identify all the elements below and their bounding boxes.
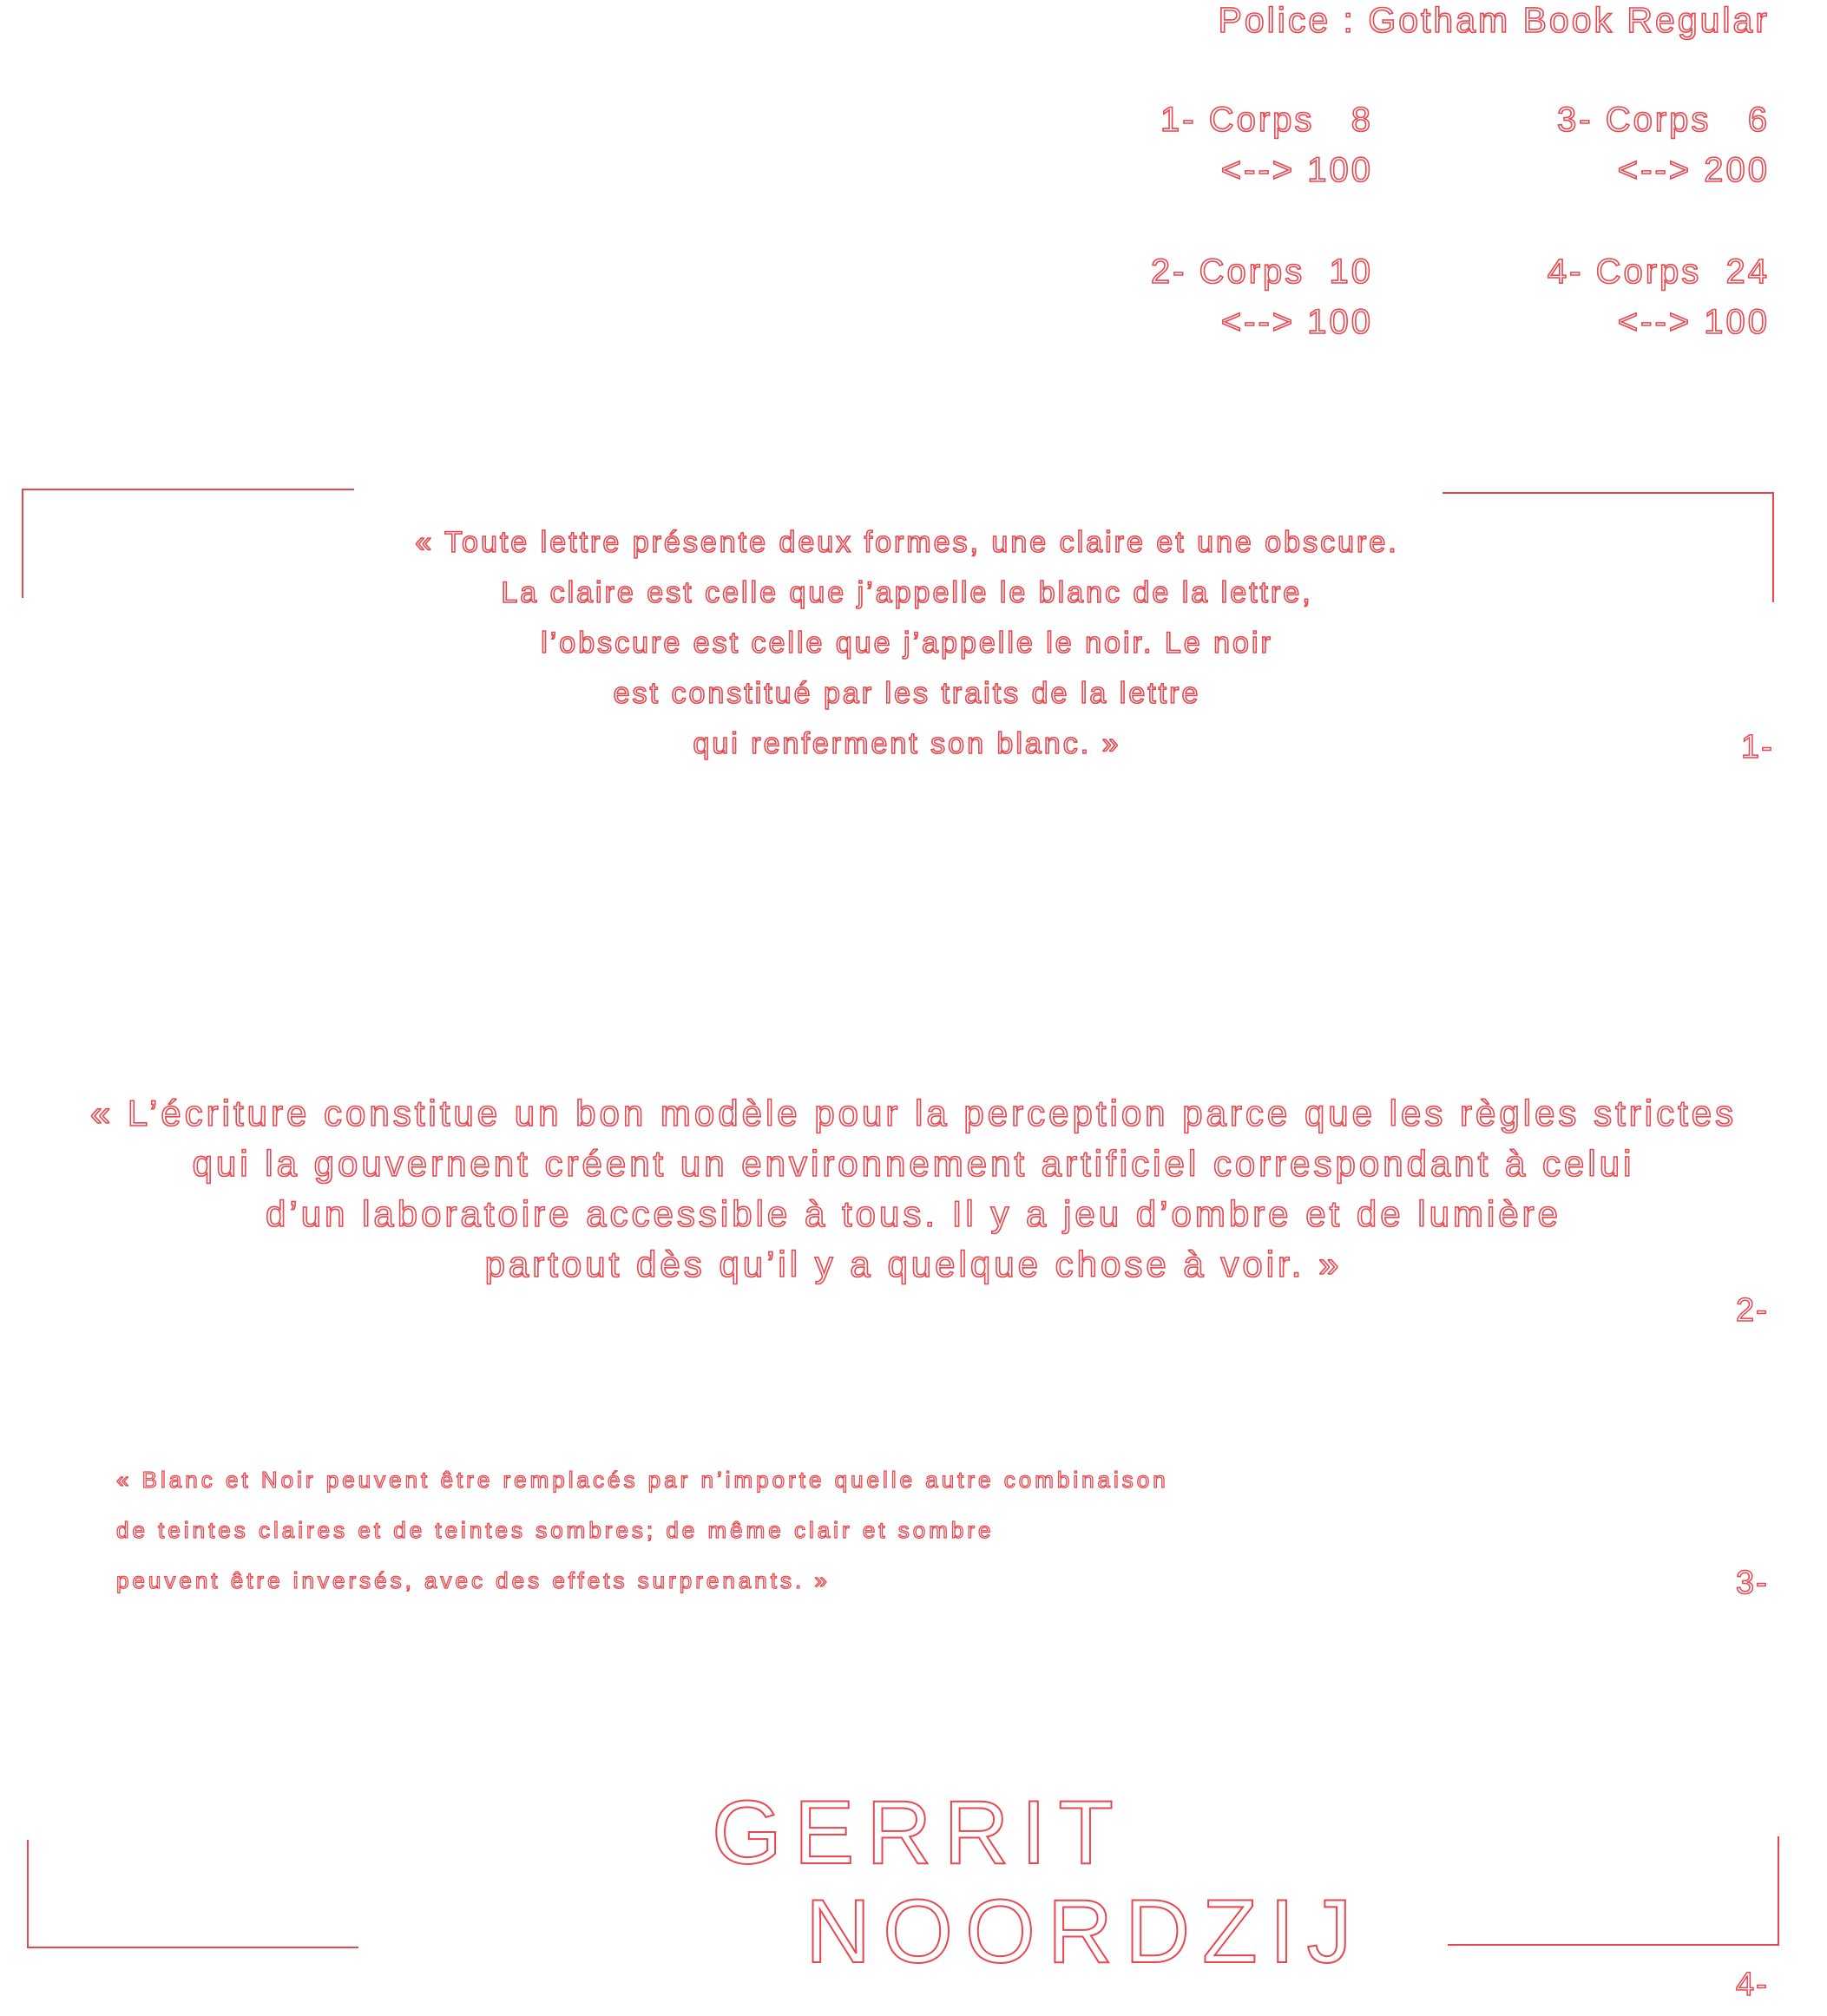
quote-2-line: partout dès qu’il y a quelque chose à voir. » <box>484 1244 1343 1284</box>
quote-1-line: qui renferment son blanc. » <box>693 727 1121 760</box>
quote-1-line: est constitué par les traits de la lettre <box>613 677 1201 710</box>
author-first-name: GERRIT <box>712 1783 1126 1883</box>
quote-2-marker: 2- <box>1736 1292 1769 1329</box>
font-label: Police : Gotham Book Regular <box>1218 0 1770 40</box>
spec-4-value: <--> 100 <box>1617 303 1770 341</box>
spec-2-value: <--> 100 <box>1220 303 1373 341</box>
quote-3-marker: 3- <box>1736 1565 1769 1601</box>
quote-2 <box>0 1088 1827 1290</box>
quote-1-line: l’obscure est celle que j’appelle le noir. Le noir <box>541 627 1273 660</box>
spec-2 <box>1151 246 1373 347</box>
quote-1-line: « Toute lettre présente deux formes, une claire et une obscure. <box>415 526 1399 559</box>
spec-3 <box>1557 95 1770 195</box>
author-last-name: NOORDZIJ <box>805 1881 1364 1982</box>
spec-3-value: <--> 200 <box>1617 151 1770 189</box>
spec-4 <box>1548 246 1770 347</box>
quote-3 <box>116 1455 1436 1606</box>
quote-3-line: « Blanc et Noir peuvent être remplacés par n’importe quelle autre combinaison <box>116 1467 1169 1493</box>
spec-3-title: 3- Corps 6 <box>1557 101 1770 139</box>
spec-1-value: <--> 100 <box>1220 151 1373 189</box>
quote-2-line: qui la gouvernent créent un environnement artificiel correspondant à celui <box>192 1143 1635 1184</box>
quote-3-line: peuvent être inversés, avec des effets surprenants. » <box>116 1567 831 1593</box>
quote-2-line: d’un laboratoire accessible à tous. Il y a jeu d’ombre et de lumière <box>266 1193 1561 1234</box>
quote-1 <box>174 517 1640 769</box>
spec-2-title: 2- Corps 10 <box>1150 253 1373 291</box>
spec-4-title: 4- Corps 24 <box>1547 253 1770 291</box>
quote-2-line: « L’écriture constitue un bon modèle pour la perception parce que les règles strictes <box>89 1093 1738 1133</box>
spec-1-title: 1- Corps 8 <box>1160 101 1373 139</box>
quote-3-line: de teintes claires et de teintes sombres; de même clair et sombre <box>116 1517 995 1543</box>
author-marker: 4- <box>1736 1967 1769 2003</box>
quote-1-line: La claire est celle que j’appelle le blanc de la lettre, <box>501 576 1313 609</box>
bracket-bottom-left <box>27 1840 358 1948</box>
spec-1 <box>1160 95 1373 195</box>
quote-1-marker: 1- <box>1741 729 1774 765</box>
bracket-bottom-right <box>1448 1836 1779 1946</box>
